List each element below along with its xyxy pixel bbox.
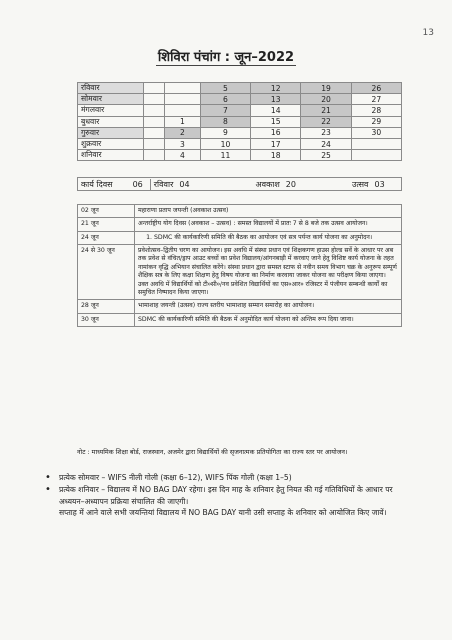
calendar-date-cell (144, 105, 165, 116)
calendar-day-name: गुरुवार (78, 127, 144, 138)
event-date: 30 जून (78, 313, 135, 326)
page-title: शिविरा पंचांग : जून–2022 (157, 50, 295, 65)
event-description: महाराणा प्रताप जयन्ती (अवकाश उत्सव) (135, 205, 402, 218)
sundays-label: रविवार (150, 179, 177, 190)
event-description: अन्तर्राष्ट्रीय योग दिवस (अवकाश – उत्सव) : समस्त विद्यालयों में प्रातः 7 से 8 बजे तक उत्सव आयोजन। (135, 218, 402, 231)
calendar-date-cell: 7 (200, 105, 250, 116)
event-row (78, 245, 402, 300)
event-description: SDMC की कार्यकारिणी समिति की बैठक में अनुमोदित कार्य योजना को अन्तिम रूप दिया जाना। (135, 313, 402, 326)
event-list-item: 1. SDMC की कार्यकारिणी समिति की बैठक का आयोजन एवं सत्र पर्यन्त कार्य योजना का अनुमोदन। (154, 234, 398, 242)
event-description (135, 231, 402, 244)
bullet-icon: • (45, 472, 51, 483)
calendar-date-cell: 16 (251, 127, 301, 138)
page-number: 13 (422, 28, 434, 38)
calendar-date-cell (165, 94, 201, 105)
working-days-label: कार्य दिवस (81, 179, 113, 189)
calendar-date-cell: 15 (251, 116, 301, 127)
calendar-date-cell: 6 (200, 94, 250, 105)
calendar-date-cell: 13 (251, 94, 301, 105)
saturday-instruction: प्रत्येक शनिवार – विद्यालय में NO BAG DAY रहेगा। इस दिन माह के शनिवार हेतु नियत की गई गतिविधियों के आधार पर अध्ययन–अध्यापन प्रक्रिया संचालित की जाएगी। (59, 484, 393, 506)
working-days-value: 06 (132, 179, 143, 189)
calendar-date-cell: 25 (301, 150, 351, 161)
calendar-date-cell (165, 105, 201, 116)
calendar-row (78, 127, 402, 138)
events-table (77, 204, 402, 327)
calendar-date-cell: 11 (200, 150, 250, 161)
event-date: 24 जून (78, 231, 135, 244)
event-row (78, 205, 402, 218)
calendar-date-cell: 22 (301, 116, 351, 127)
calendar-date-cell: 20 (301, 94, 351, 105)
calendar-date-cell: 28 (351, 105, 401, 116)
instructions (45, 472, 417, 519)
note: नोट : माध्यमिक शिक्षा बोर्ड, राजस्थान, अजमेर द्वारा विद्यार्थियों की सृजनात्मक प्रतियोगिता का राज्य स्तर पर आयोजन। (77, 448, 348, 456)
event-row (78, 300, 402, 313)
calendar-date-cell (144, 127, 165, 138)
event-description: भामाशाह जयन्ती (उत्सव) राज्य स्तरीय भामाशाह सम्मान समारोह का आयोजन। (135, 300, 402, 313)
calendar-date-cell: 12 (251, 83, 301, 94)
calendar-day-name: शनिवार (78, 150, 144, 161)
calendar-date-cell: 18 (251, 150, 301, 161)
calendar-date-cell: 29 (351, 116, 401, 127)
calendar-day-name: रविवार (78, 83, 144, 94)
calendar-date-cell (144, 116, 165, 127)
event-row (78, 313, 402, 326)
holidays-value: 20 (285, 179, 296, 189)
event-row (78, 218, 402, 231)
closing-instruction: सप्ताह में आने वाले सभी जयन्तियां विद्यालय में NO BAG DAY यानी उसी सप्ताह के शनिवार को आयोजित किए जावें। (59, 508, 387, 518)
calendar-date-cell (351, 138, 401, 149)
calendar-row (78, 138, 402, 149)
calendar-date-cell: 9 (200, 127, 250, 138)
calendar-table (77, 82, 402, 161)
sundays-value: 04 (179, 179, 190, 189)
calendar-date-cell (144, 94, 165, 105)
calendar-row (78, 150, 402, 161)
calendar-date-cell: 30 (351, 127, 401, 138)
bullet-icon: • (45, 483, 51, 495)
calendar-date-cell (165, 83, 201, 94)
event-date: 02 जून (78, 205, 135, 218)
calendar-date-cell: 8 (200, 116, 250, 127)
calendar-row (78, 116, 402, 127)
calendar-date-cell: 3 (165, 138, 201, 149)
calendar-date-cell: 4 (165, 150, 201, 161)
calendar-date-cell: 19 (301, 83, 351, 94)
calendar-date-cell: 24 (301, 138, 351, 149)
calendar-date-cell (144, 138, 165, 149)
event-date: 24 से 30 जून (78, 245, 135, 300)
event-row (78, 231, 402, 244)
calendar-day-name: मंगलवार (78, 105, 144, 116)
calendar-date-cell: 2 (165, 127, 201, 138)
event-date: 21 जून (78, 218, 135, 231)
festivals-value: 03 (374, 179, 385, 189)
calendar-date-cell (351, 150, 401, 161)
monday-instruction: प्रत्येक सोमवार – WIFS नीली गोली (कक्षा 6–12), WIFS पिंक गोली (कक्षा 1–5) (59, 473, 292, 482)
calendar-date-cell: 14 (251, 105, 301, 116)
calendar-date-cell: 5 (200, 83, 250, 94)
calendar-row (78, 105, 402, 116)
calendar-date-cell: 21 (301, 105, 351, 116)
calendar-row (78, 94, 402, 105)
festivals-label: उत्सव (351, 179, 369, 189)
calendar-date-cell (144, 83, 165, 94)
calendar-row (78, 83, 402, 94)
calendar-date-cell: 27 (351, 94, 401, 105)
calendar-date-cell: 1 (165, 116, 201, 127)
calendar-date-cell (144, 150, 165, 161)
event-date: 28 जून (78, 300, 135, 313)
calendar-day-name: सोमवार (78, 94, 144, 105)
calendar-day-name: शुक्रवार (78, 138, 144, 149)
day-count-summary (77, 177, 402, 191)
calendar-date-cell: 17 (251, 138, 301, 149)
calendar-date-cell: 26 (351, 83, 401, 94)
calendar-date-cell: 10 (200, 138, 250, 149)
calendar-date-cell: 23 (301, 127, 351, 138)
calendar-day-name: बुधवार (78, 116, 144, 127)
holidays-label: अवकाश (255, 179, 280, 189)
event-description: प्रवेशोत्सव–द्वितीय चरण का आयोजन। इस अवधि में संस्था प्रधान एवं शिक्षकगण हाउस होल्ड सर्वे के आधार पर अब तक प्रवेश से वंचित/ड्राप आउट बच्चों का प्रवेश विद्यालय/आंगनबाड़ी में करवाए जाने हेतु विशिष्ट कार्य योजना के तहत नामांकन वृद्धि अभियान संचालित करेंगे। संस्था प्रधान द्वारा समस्त स्टाफ से नवीन समय विभाग चक्र के अनुरूप सम्पूर्ण शैक्षिक सत्र के लिए कक्षा शिक्षण हेतु विषय योजना का निर्माण करवाया जाकर योजना का परीक्षण किया जाएगा। उक्त अवधि में विद्यार्थियों को टी०सी०/नव प्रवेशित विद्यार्थियों का एस०आर० रजिस्टर में पंजीयन सम्बन्धी कार्यों का समुचित निष्पादन किया जाएगा। (135, 245, 402, 300)
